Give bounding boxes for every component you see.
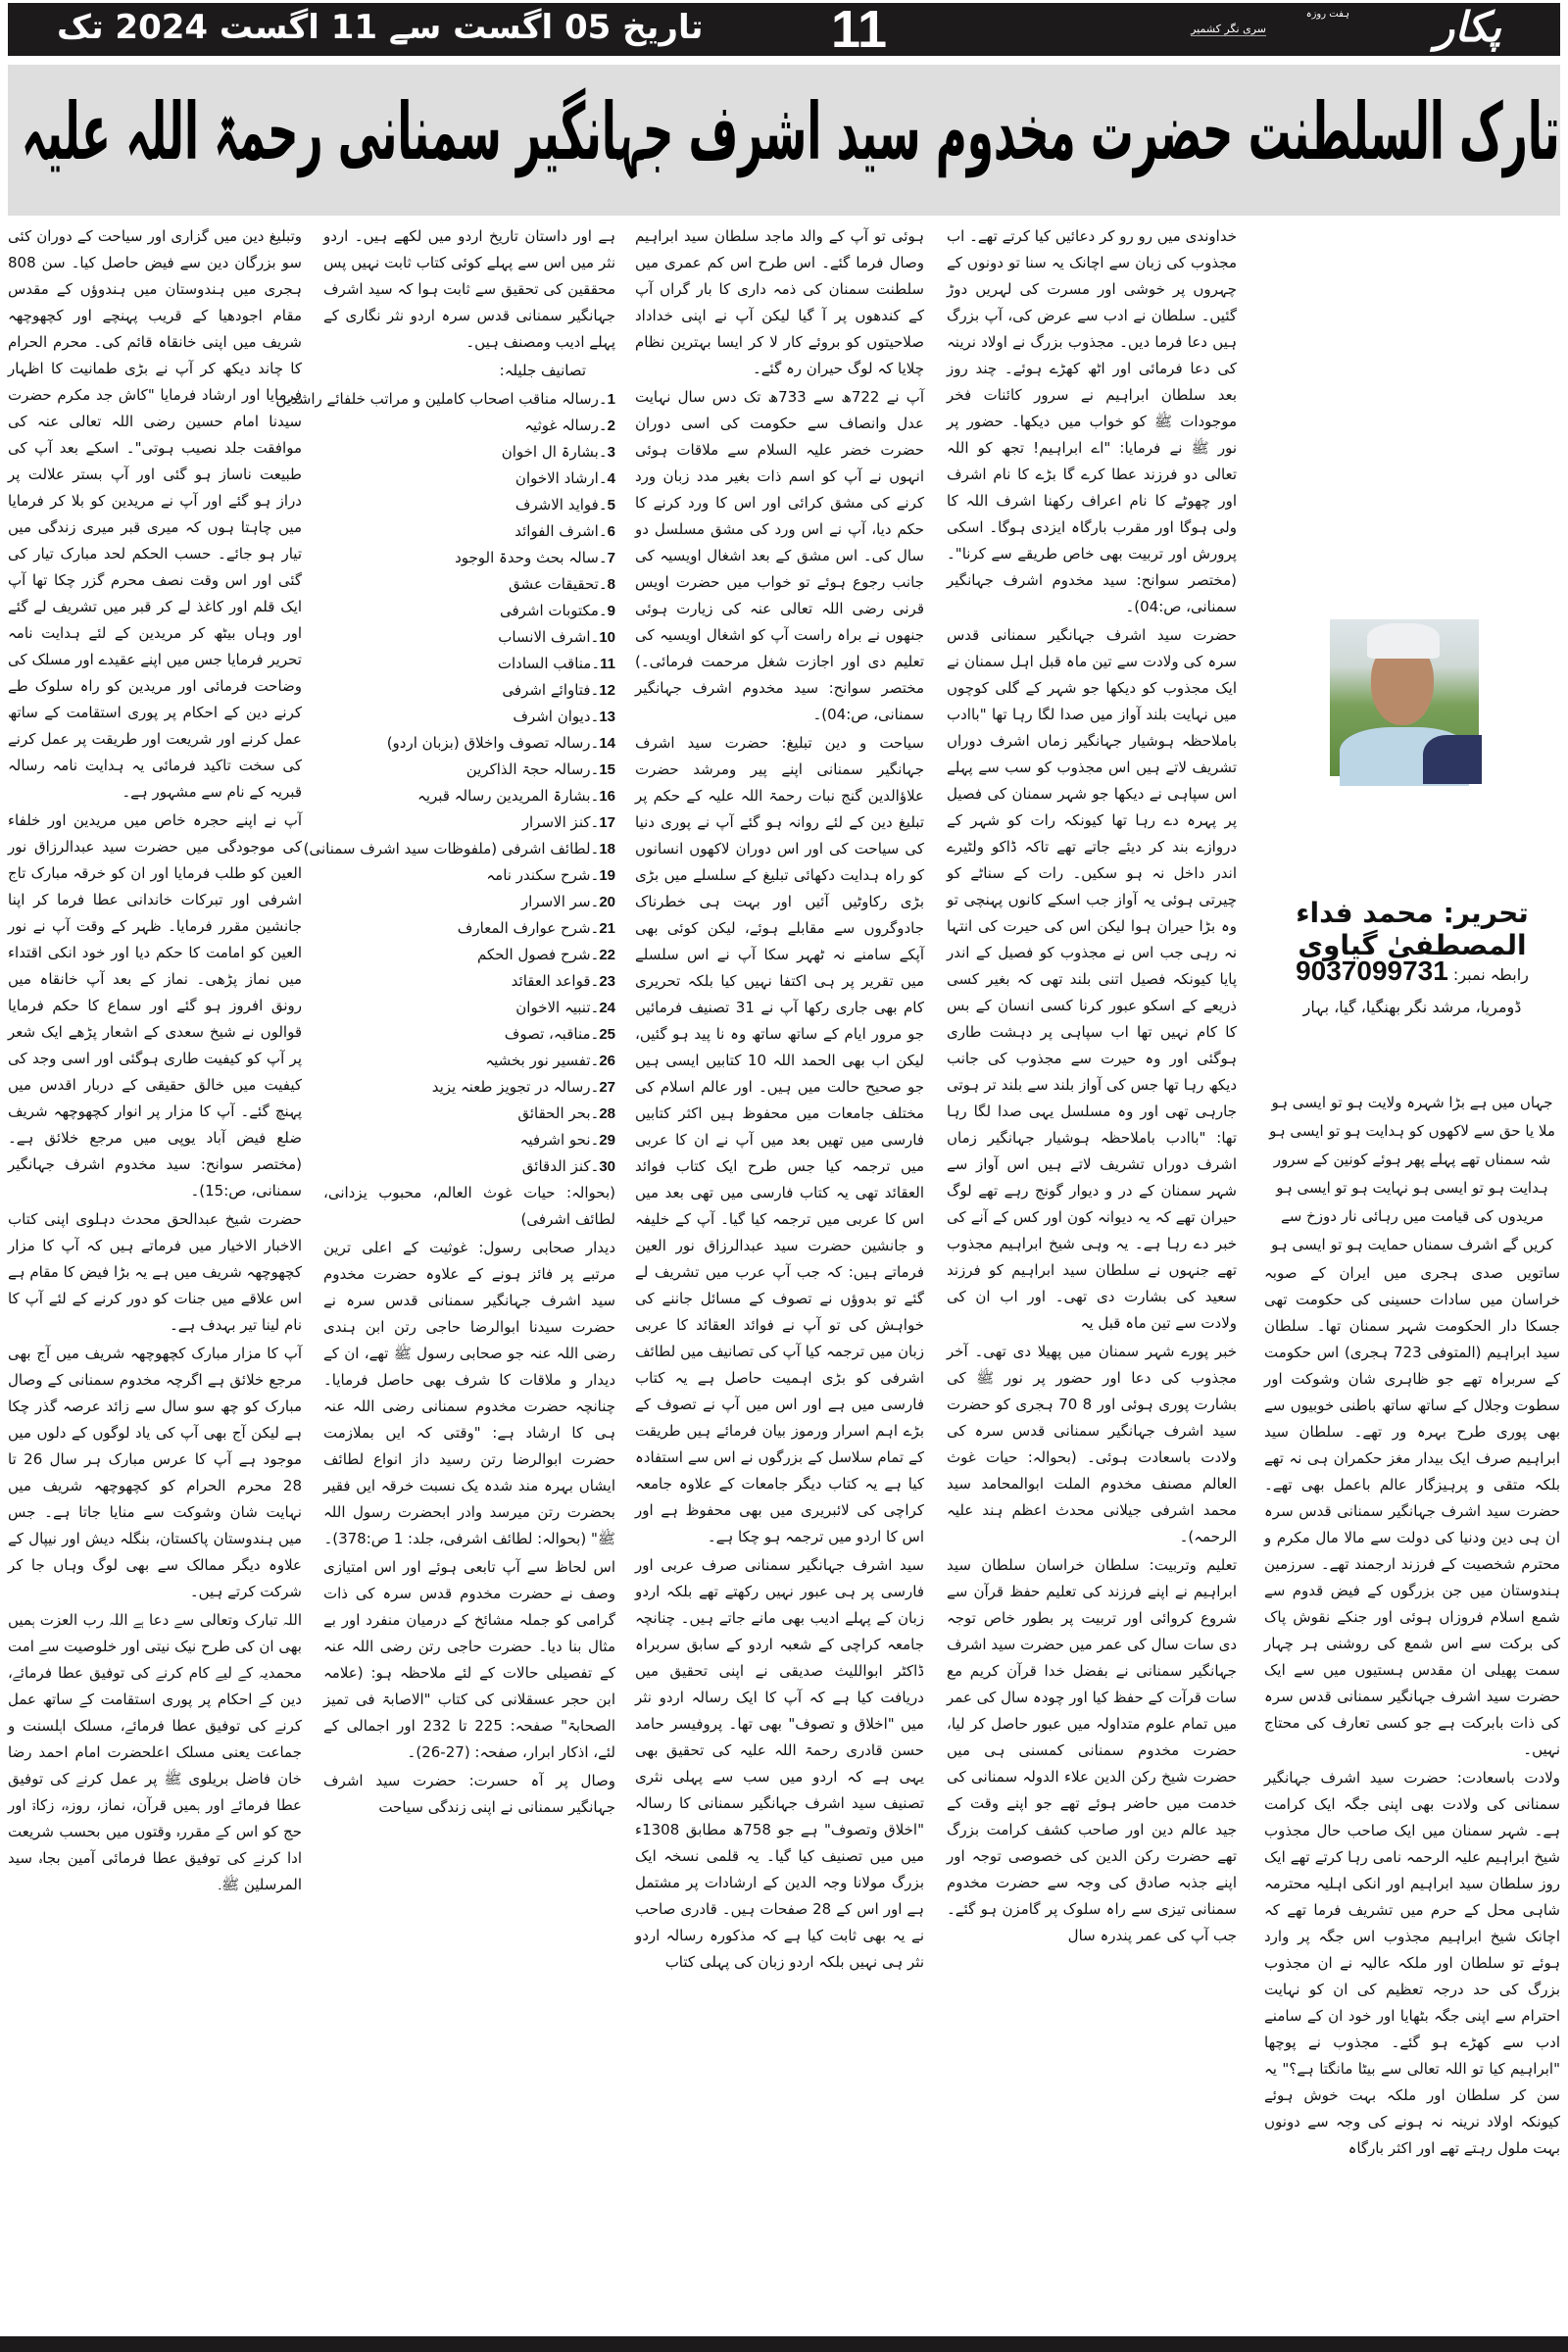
works-list-item: 15۔رسالہ حجۃ الذاکرین (466, 760, 615, 778)
works-item-number: 3 (607, 444, 615, 461)
works-item-title: تنبیہ الاخوان (515, 999, 591, 1016)
article-column-4 (275, 223, 616, 2326)
works-list-item: 28۔بحر الحقائق (517, 1104, 615, 1122)
works-item-number: 18 (599, 841, 615, 858)
paragraph: آپ نے 722ھ سے 733ھ تک دس سال نہایت عدل وانصاف سے حکومت کی اسی دوران حضرت خضر علیہ السلام سے ملاقات ہوئی انہوں نے آپ کو اسم ذات بغیر مدد زبان ورد کرنے کی مشق کرائی اور اس کا ورد کرنے کا حکم دیا، آپ نے اس ورد کی مشق مسلسل دو سال کی۔ اس مشق کے بعد اشغال اویسیہ کی جانب رجوع ہوئے تو خواب میں حضرت اویس قرنی رضی اللہ تعالی عنہ کی زیارت ہوئی جنھوں نے براہ راست آپ کو اشغال اویسیہ کی تعلیم دی اور اجازت شغل مرحمت فرمائی۔) مختصر سوانح: سید مخدوم اشرف جہانگیر سمنانی، ص:04)۔ (635, 388, 924, 723)
works-list-item: 13۔دیوان اشرف (513, 708, 615, 725)
author-contact (1264, 956, 1560, 987)
works-item-title: تحقیقات عشق (508, 575, 599, 593)
paragraph: اس لحاظ سے آپ تابعی ہوئے اور اس امتیازی وصف نے حضرت مخدوم قدس سرہ کی ذات گرامی کو جملہ مشائخ کے درمیان منفرد اور بے مثال بنا دیا۔ حضرت حاجی رتن رضی اللہ عنہ کے تفصیلی حالات کے لئے ملاحظہ ہو: (علامہ ابن حجر عسقلانی کی کتاب "الاصابۃ فی تمیز الصحابۃ" صفحہ: 225 تا 232 اور اجمالی کے لئے، اذکار ابرار، صفحہ: (27-26)۔ (323, 1558, 616, 1761)
paragraph: حضرت سید اشرف جہانگیر سمنانی قدس سرہ کی ولادت سے تین ماہ قبل اہل سمنان نے ایک مجذوب کو دیکھا جو شہر کے گلی کوچوں میں نہایت بلند آواز میں صدا لگا رہا تھا "باادب باملاحظہ ہوشیار جہانگیر زماں اشرف دوراں تشریف لاتے ہیں اس مجذوب کو سب سے پہلے اس سپاہی نے دیکھا جو شہر سمنان کی فصیل پر پہرہ دے رہا تھا کیونکہ رات کو شہر کے دروازے بند کر دیئے جاتے تھے تاکہ ڈاکو ولٹیرے اندر داخل نہ ہو سکیں۔ رات کے سناٹے کو چیرتی ہوئی یہ آواز جب اسکے کانوں پہنچی تو وہ بڑا حیران ہوا لیکن اس کی حیرت کی انتہا نہ رہی جب اس نے مجذوب کو فصیل کے اندر پایا کیونکہ فصیل اتنی بلند تھی کہ بغیر کسی ذریعے کے اسکو عبور کرنا کسی انسان کے بس کا کام نہیں تھا اب سپاہی پر دہشت طاری ہوگئی اور وہ حیرت سے مجذوب کی جانب دیکھ رہا تھا جس کی آواز بلند سے بلند تر ہوتی جارہی تھی اور وہ مسلسل یہی صدا لگا رہا تھا: "باادب باملاحظہ ہوشیار جہانگیر زماں اشرف دوراں تشریف لاتے ہیں اس آواز سے شہر سمنان کے در و دیوار گونج رہے تھے لوگ حیران تھے کہ یہ دیوانہ کون اور کس کے آنے کی خبر دے رہا ہے۔ یہ وہی شیخ ابراہیم مجذوب تھے جنہوں نے سلطان سید ابراہیم کو فرزند سعید کی بشارت دی تھی۔ اور اب ان کی ولادت سے تین ماہ قبل یہ (947, 626, 1237, 1332)
works-list-item: 25۔مناقبہ، تصوف (504, 1025, 615, 1043)
newspaper-logo: پکار (1435, 3, 1501, 51)
works-list-item: 14۔رسالہ تصوف واخلاق (بزبان اردو) (386, 734, 615, 752)
article-column-2 (947, 223, 1237, 2326)
works-list-item: 9۔مکتوبات اشرفی (499, 602, 615, 619)
headline: تارک السلطنت حضرت مخدوم سید اشرف جہانگیر سمنانی رحمۃ اللہ علیہ (22, 86, 1560, 177)
works-item-title: سر الاسرار (520, 893, 591, 910)
paragraph: تعلیم وتربیت: سلطان خراسان سلطان سید ابراہیم نے اپنے فرزند کی تعلیم حفظ قرآن سے شروع کروائی اور تربیت پر بطور خاص توجہ دی سات سال کی عمر میں حضرت سید اشرف جہانگیر سمنانی نے بفضل خدا قرآن کریم مع سات قرآت کے حفظ کیا اور چودہ سال کی عمر میں تمام علوم متداولہ میں عبور حاصل کر لیا، حضرت مخدوم سمنانی کمسنی ہی میں حضرت شیخ رکن الدین علاء الدولہ سمنانی کی خدمت میں حاضر ہوئے تھے جو اپنے وقت کے جید عالم دین اور صاحب کشف کرامت بزرگ تھے حضرت رکن الدین کی خصوصی توجہ اور اپنے جذبہ صادق کی وجہ سے حضرت مخدوم سمنانی تیزی سے راہ سلوک پر گامزن ہو گئے۔ جب آپ کی عمر پندرہ سال (947, 1556, 1237, 1944)
poem-line: جہاں میں ہے بڑا شہرہ ولایت ہو تو ایسی ہو (1271, 1094, 1553, 1111)
works-item-number: 2 (607, 417, 615, 434)
author-byline: تحریر: محمد فداء المصطفیٰ گیاوی (1296, 897, 1529, 961)
works-list-item: 8۔تحقیقات عشق (508, 575, 615, 593)
works-list-item: 2۔رسالہ غوثیہ (524, 416, 615, 434)
works-item-title: بشارۃ المریدین رسالہ قبریہ (417, 787, 591, 805)
works-item-number: 16 (599, 788, 615, 805)
poem-line: کریں گے اشرف سمناں حمایت ہو تو ایسی ہو (1271, 1236, 1553, 1253)
works-item-number: 8 (607, 576, 615, 593)
works-item-number: 13 (599, 709, 615, 725)
works-item-number: 10 (599, 629, 615, 646)
contact-label: رابطہ نمبر: (1452, 965, 1529, 984)
works-list-item: 26۔تفسیر نور بخشیہ (485, 1052, 615, 1069)
works-item-number: 22 (599, 947, 615, 963)
masthead-bar (8, 0, 1560, 59)
works-item-number: 28 (599, 1105, 615, 1122)
works-list-item: 27۔رسالہ در تجویز طعنہ یزید (431, 1078, 615, 1096)
works-item-number: 1 (607, 391, 615, 408)
works-item-number: 11 (600, 656, 615, 672)
works-list-item: 1۔رسالہ مناقب اصحاب کاملین و مراتب خلفائے راشدین (275, 390, 615, 408)
paragraph: حضرت شیخ عبدالحق محدث دہلوی اپنی کتاب الاخبار الاخیار میں فرماتے ہیں کہ آپ کا مزار کچھوچھہ شریف میں ہے یہ بڑا فیض کا مقام ہے اس علاقے میں جنات کو دور کرنے کے لئے آپ کا نام لینا تیر بہدف ہے۔ (8, 1210, 302, 1334)
works-item-number: 30 (599, 1158, 615, 1175)
works-item-title: سالہ بحث وحدۃ الوجود (455, 549, 599, 566)
works-item-title: تفسیر نور بخشیہ (485, 1052, 591, 1069)
works-item-number: 29 (599, 1132, 615, 1149)
poem-line: شہ سمناں تھے پہلے پھر ہوئے کونین کے سرور (1273, 1151, 1551, 1168)
works-item-number: 23 (599, 973, 615, 990)
paragraph: سید اشرف جہانگیر سمنانی صرف عربی اور فارسی پر ہی عبور نہیں رکھتے تھے بلکہ اردو زبان کے پہلے ادیب بھی مانے جاتے ہیں۔ چنانچہ جامعہ کراچی کے شعبہ اردو کے سابق سربراہ ڈاکٹر ابواللیث صدیقی نے اپنی تحقیق میں دریافت کیا ہے کہ آپ کا ایک رسالہ اردو نثر میں "اخلاق و تصوف" بھی تھا۔ پروفیسر حامد حسن قادری رحمۃ اللہ علیہ کی تحقیق بھی یہی ہے کہ اردو میں سب سے پہلی نثری تصنیف سید اشرف جہانگیر سمنانی کا رسالہ "اخلاق وتصوف" ہے جو 758ھ مطابق 1308ء میں میں تصنیف کیا گیا۔ یہ قلمی نسخہ ایک بزرگ مولانا وجہ الدین کے ارشادات پر مشتمل ہے اور اس کے 28 صفحات ہیں۔ قادری صاحب نے یہ بھی ثابت کیا ہے کہ مذکورہ رسالہ اردو نثر ہی نہیں بلکہ اردو زبان کی پہلی کتاب (635, 1556, 924, 1971)
paragraph: ہے اور داستان تاریخ اردو میں لکھے ہیں۔ اردو نثر میں اس سے پہلے کوئی کتاب ثابت نہیں پس محققین کی تحقیق سے ثابت ہوا کہ سید اشرف جہانگیر سمنانی قدس سرہ اردو نثر نگاری کے پہلے ادیب ومصنف ہیں۔ (323, 227, 615, 351)
works-item-title: رسالہ مناقب اصحاب کاملین و مراتب خلفائے راشدین (275, 390, 599, 408)
works-list-item: 20۔سر الاسرار (520, 893, 615, 910)
works-item-number: 20 (599, 894, 615, 910)
works-item-title: نحو اشرفیہ (519, 1131, 591, 1149)
works-list-item: 3۔بشارۃ ال اخوان (501, 443, 615, 461)
works-item-title: فواید الاشرف (514, 496, 599, 514)
works-list-item: 17۔کنز الاسرار (521, 813, 615, 831)
logo-city: سری نگر کشمیر (1191, 23, 1266, 35)
works-item-title: کنز الاسرار (521, 813, 591, 831)
paragraph: خداوندی میں رو رو کر دعائیں کیا کرتے تھے۔ اب مجذوب کی زبان سے اچانک یہ سنا تو دونوں کے چہروں پر خوشی اور مسرت کی لہریں دوڑ گئیں۔ سلطان نے ادب سے عرض کی، آپ بزرگ ہیں دعا فرما دیں۔ مجذوب بزرگ نے اولاد نرینہ کی دعا فرمائی اور اٹھ کھڑے ہوئے۔ چند روز بعد سلطان ابراہیم نے سرور کائنات فخر موجودات ﷺ کو خواب میں دیکھا۔ حضور پر نور ﷺ نے فرمایا: "اے ابراہیم! تجھ کو اللہ تعالی دو فرزند عطا کرے گا بڑے کا نام اشرف اور چھوٹے کا نام اعراف رکھنا اشرف اللہ کا ولی ہوگا اور مقرب بارگاہ ایزدی ہوگا۔ اسکی پرورش اور تربیت بھی خاص طریقے سے کرنا"۔ (مختصر سوانح: سید مخدوم اشرف جہانگیر سمنانی، ص:04)۔ (947, 227, 1237, 615)
paragraph: آپ نے اپنے حجرہ خاص میں مریدین اور خلفاء کی موجودگی میں حضرت سید عبدالرزاق نور العین کو طلب فرمایا اور ان کو خرقہ مبارک تاج اشرفی اور تبرکات خاندانی عطا فرما کر اپنا جانشین مقرر فرمایا۔ ظہر کے وقت آپ نے نور العین کو امامت کا حکم دیا اور خود انکی اقتداء میں نماز پڑھی۔ نماز کے بعد آپ خانقاہ میں رونق افروز ہو گئے اور سماع کا حکم فرمایا قوالوں نے شیخ سعدی کے اشعار پڑھے ایک شعر پر آپ کو کیفیت طاری ہوگئی اور اسی وجد کی کیفیت میں خالق حقیقی کے دربار اقدس میں پہنچ گئے۔ آپ کا مزار پر انوار کچھوچھہ شریف ضلع فیض آباد یوپی میں مرجع خلائق ہے۔ (مختصر سوانح: سید مخدوم اشرف جہانگیر سمنانی، ص:15)۔ (8, 811, 302, 1200)
works-list-item: 5۔فواید الاشرف (514, 496, 615, 514)
works-list-item: 7۔سالہ بحث وحدۃ الوجود (455, 549, 615, 566)
works-item-title: اشرف الفوائد (514, 522, 599, 540)
works-item-title: رسالہ در تجویز طعنہ یزید (431, 1078, 591, 1096)
author-address: ڈومریا، مرشد نگر بھنگیا، گیا، بہار (1302, 998, 1522, 1016)
works-item-title: فتاوائے اشرفی (502, 681, 591, 699)
works-item-title: رسالہ غوثیہ (524, 416, 599, 434)
works-item-number: 9 (607, 603, 615, 619)
article-column-3 (635, 223, 924, 2326)
paragraph: ساتویں صدی ہجری میں ایران کے صوبہ خراسان میں سادات حسینی کی حکومت تھی جسکا دار الحکومت شہر سمنان تھا۔ سلطان سید ابراہیم (المتوفی 723 ہجری) اس حکومت کے سربراہ تھے جو ظاہری شان وشوکت اور سطوت وجلال کے ساتھ ساتھ باطنی خوبیوں سے بھی پوری طرح بہرہ ور تھے۔ سلطان سید ابراہیم صرف ایک بیدار مغز حکمران ہی نہ تھے بلکہ متقی و پرہیزگار عالم باعمل بھی تھے۔ حضرت سید اشرف جہانگیر سمنانی قدس سرہ ان ہی دین ودنیا کی دولت سے مالا مال مکرم و محترم شخصیت کے فرزند ارجمند تھے۔ سرزمین ہندوستان میں جن بزرگوں کے فیض قدوم سے شمع اسلام فروزاں ہوئی اور جنکے نقوش پاک کی برکت سے اس شمع کی روشنی ہر چہار سمت پھیلی ان مقدس ہستیوں میں سے ایک حضرت سید اشرف جہانگیر سمنانی قدس سرہ کی ذات بابرکت ہے جو کسی تعارف کی محتاج نہیں۔ (1264, 1264, 1560, 1758)
works-list-item: 22۔شرح فصول الحکم (476, 946, 615, 963)
works-list-item: 10۔اشرف الانساب (498, 628, 615, 646)
paragraph: سیاحت و دین تبلیغ: حضرت سید اشرف جہانگیر سمنانی اپنے پیر ومرشد حضرت علاؤالدین گنج نبات رحمۃ اللہ علیہ کے حکم پر تبلیغ دین کے لئے روانہ ہو گئے آپ نے پوری دنیا کی سیاحت کی اور اس دوران لاکھوں انسانوں کو راہ ہدایت دکھائی تبلیغ کے سلسلے میں بڑی بڑی رکاوٹیں آئیں اور بہت ہی خطرناک جادوگروں سے مقابلے ہوئے، لیکن کوئی بھی آپکے سامنے نہ ٹھہر سکا آپ نے اس سلسلے میں تقریر پر ہی اکتفا نہیں کیا بلکہ تحریری کام بھی جاری رکھا آپ نے 31 تصنیف فرمائیں جو مرور ایام کے ساتھ ساتھ وہ نا پید ہو گئیں، لیکن اب بھی الحمد اللہ 10 کتابیں ایسی ہیں جو صحیح حالت میں ہیں۔ اور عالم اسلام کی مختلف جامعات میں محفوظ ہیں اکثر کتابیں فارسی میں تھیں بعد میں آپ نے ان کا عربی میں ترجمہ کیا جس طرح ایک کتاب فوائد العقائد تھی یہ کتاب فارسی میں تھی بعد میں اس کا عربی میں ترجمہ کیا گیا۔ آپ کے خلیفہ و جانشین حضرت سید عبدالرزاق نور العین فرماتے ہیں: کہ جب آپ عرب میں تشریف لے گئے تو بدوؤں نے تصوف کے مسائل جاننے کی خواہش کی تو آپ نے فوائد العقائد کا عربی زبان میں ترجمہ کیا آپ کی تصانیف میں لطائف اشرفی کو بڑی اہمیت حاصل ہے یہ کتاب فارسی میں ہے اور اس میں آپ نے تصوف کے بڑے اہم اسرار ورموز بیان فرمائے ہیں طریقت کے تمام سلاسل کے بزرگوں نے اس سے استفادہ کیا ہے یہ کتاب دیگر جامعات کے علاوہ جامعہ کراچی کی لائبریری میں بھی محفوظ ہے اور اس کا اردو میں ترجمہ ہو چکا ہے۔ (635, 734, 924, 1545)
contact-number: 9037099731 (1296, 956, 1448, 986)
poem-line: ہدایت ہو تو ایسی ہو نہایت ہو تو ایسی ہو (1276, 1179, 1548, 1197)
works-item-number: 7 (607, 550, 615, 566)
works-item-title: اشرف الانساب (498, 628, 591, 646)
works-item-number: 6 (607, 523, 615, 540)
works-item-title: کنز الدقائق (521, 1157, 591, 1175)
issue-date: تاریخ 05 اگست سے 11 اگست 2024 تک (57, 8, 704, 47)
page-number: 11 (831, 0, 888, 59)
works-item-number: 12 (599, 682, 615, 699)
author-photo (1330, 619, 1479, 776)
works-item-title: لطائف اشرفی (ملفوظات سید اشرف سمنانی) (303, 840, 591, 858)
works-list-item: 21۔شرح عوارف المعارف (457, 919, 615, 937)
paragraph: وتبلیغ دین میں گزاری اور سیاحت کے دوران کئی سو بزرگان دین سے فیض حاصل کیا۔ سن 808 ہجری میں ہندوستان میں ہندوؤں کے مقدس مقام اجودھیا کے قریب پہنچے اور کچھوچھہ شریف میں اپنی خانقاہ قائم کی۔ محرم الحرام کا چاند دیکھ کر آپ نے بڑی طمانیت کا اظہار فرمایا اور ارشاد فرمایا "کاش جد مکرم حضرت سیدنا امام حسین رضی اللہ تعالی عنہ کی موافقت جلد نصیب ہوتی"۔ اسکے بعد آپ کی طبیعت ناساز ہو گئی اور آپ بستر علالت پر دراز ہو گئے اور آپ نے مریدین کو بلا کر فرمایا میں چاہتا ہوں کہ میری قبر میری زندگی میں تیار ہو جائے۔ حسب الحکم لحد مبارک تیار کی گئی اور اس وقت نصف محرم گزر چکا تھا آپ ایک قلم اور کاغذ لے کر قبر میں تشریف لے گئے اور وہاں بیٹھ کر مریدین کے لئے ہدایت نامہ تحریر فرمایا جس میں اپنے عقیدے اور مسلک کی وضاحت فرمائی اور مریدین کو راہ سلوک طے کرنے دین کے احکام پر پوری استقامت کے ساتھ عمل کرنے اور شریعت اور طریقت پر عمل کرنے کی سخت تاکید فرمائی یہ ہدایت نامہ رسالہ قبریہ کے نام سے مشہور ہے۔ (8, 227, 302, 801)
works-item-number: 4 (607, 470, 615, 487)
works-list-item: 6۔اشرف الفوائد (514, 522, 615, 540)
works-item-title: ارشاد الاخوان (514, 469, 599, 487)
works-heading: تصانیف جلیلہ: (499, 362, 586, 379)
article-column-5 (8, 223, 302, 2326)
works-list-item: 23۔قواعد العقائد (511, 972, 615, 990)
footer-bar (0, 2336, 1568, 2352)
works-item-title: مکتوبات اشرفی (499, 602, 599, 619)
works-item-number: 5 (607, 497, 615, 514)
works-item-title: شرح فصول الحکم (476, 946, 591, 963)
works-item-title: مناقب السادات (497, 655, 592, 672)
works-item-number: 21 (599, 920, 615, 937)
paragraph: اللہ تبارک وتعالی سے دعا ہے اللہ رب العزت ہمیں بھی ان کی طرح نیک نیتی اور خلوصیت سے امت محمدیہ کے لیے کام کرنے کی توفیق عطا فرمائے، دین کے احکام پر پوری استقامت کے ساتھ عمل کرنے کی توفیق عطا فرمائے، مسلک اہلسنت و جماعت یعنی مسلک اعلحضرت امام احمد رضا خان فاضل بریلوی ﷺ پر عمل کرنے کی توفیق عطا فرمائے اور ہمیں قرآن، نماز، روزہ، زکاۃ اور حج کو اس کے مقررہ وقتوں میں بحسب شریعت ادا کرنے کی توفیق عطا فرمائی آمین بجاہ سید المرسلین ﷺ۔ (8, 1611, 302, 1893)
works-list-item: 4۔ارشاد الاخوان (514, 469, 615, 487)
works-item-title: رسالہ حجۃ الذاکرین (466, 760, 591, 778)
works-item-number: 17 (599, 814, 615, 831)
works-item-title: رسالہ تصوف واخلاق (بزبان اردو) (386, 734, 591, 752)
works-item-number: 26 (599, 1053, 615, 1069)
works-item-number: 19 (599, 867, 615, 884)
works-item-number: 25 (599, 1026, 615, 1043)
paragraph: ہوئی تو آپ کے والد ماجد سلطان سید ابراہیم وصال فرما گئے۔ اس طرح اس کم عمری میں سلطنت سمنان کی ذمہ داری کا بار گراں آپ کے کندھوں پر آ گیا لیکن آپ نے اپنی خداداد صلاحیتوں کو بروئے کار لا کر ایسا بہترین نظام چلایا کہ لوگ حیران رہ گئے۔ (635, 227, 924, 377)
works-list-item: 18۔لطائف اشرفی (ملفوظات سید اشرف سمنانی) (303, 840, 615, 858)
works-item-number: 15 (599, 761, 615, 778)
works-item-title: قواعد العقائد (511, 972, 591, 990)
works-list-item: 30۔کنز الدقائق (521, 1157, 615, 1175)
paragraph: آپ کا مزار مبارک کچھوچھہ شریف میں آج بھی مرجع خلائق ہے اگرچہ مخدوم سمنانی کے وصال مبارک کو چھ سو سال سے زائد عرصہ گذر چکا ہے لیکن آج بھی آپ کی یاد لوگوں کے دلوں میں موجود ہے آپ کا عرس مبارک ہر سال 26 تا 28 محرم الحرام کو کچھوچھہ شریف میں نہایت شان وشوکت سے منایا جاتا ہے۔ جس میں ہندوستان پاکستان، بنگلہ دیش اور نیپال کے علاوہ دیگر ممالک سے بھی لوگ وہاں جا کر شرکت کرتے ہیں۔ (8, 1345, 302, 1600)
poem-line: ملا یا حق سے لاکھوں کو ہدایت ہو تو ایسی ہو (1269, 1122, 1555, 1140)
works-list (275, 386, 615, 1180)
works-item-title: شرح سکندر نامہ (486, 866, 591, 884)
works-item-number: 27 (599, 1079, 615, 1096)
works-item-title: بشارۃ ال اخوان (501, 443, 599, 461)
works-item-title: دیوان اشرف (513, 708, 591, 725)
works-item-number: 14 (599, 735, 615, 752)
paragraph: خبر پورے شہر سمنان میں پھیلا دی تھی۔ آخر مجذوب کی دعا اور حضور پر نور ﷺ کی بشارت پوری ہوئی اور 8 70 ہجری کو حضرت سید اشرف جہانگیر سمنانی قدس سرہ کی ولادت باسعادت ہوئی۔ (بحوالہ: حیات غوث العالم مصنف مخدوم الملت ابوالمحامد سید محمد اشرفی جیلانی محدث اعظم ہند علیہ الرحمہ)۔ (947, 1343, 1237, 1545)
headline-band (8, 65, 1560, 216)
works-list-item: 19۔شرح سکندر نامہ (486, 866, 615, 884)
paragraph: وصال پر آہ حسرت: حضرت سید اشرف جہانگیر سمنانی نے اپنی زندگی سیاحت (323, 1772, 615, 1816)
article-column-1 (1264, 1090, 1560, 2327)
works-list-item: 11۔مناقب السادات (497, 655, 615, 672)
paragraph: ولادت باسعادت: حضرت سید اشرف جہانگیر سمنانی کی ولادت بھی اپنی جگہ ایک کرامت ہے۔ شہر سمنان میں ایک صاحب حال مجذوب شیخ ابراہیم علیہ الرحمہ نامی رہا کرتے تھے ایک روز سلطان سید ابراہیم اور انکی اہلیہ محترمہ شاہی محل کے حرم میں تشریف فرما تھے کہ اچانک شیخ ابراہیم مجذوب اس جگہ پر وارد ہوئے تو سلطان اور ملکہ عالیہ نے ان مجذوب بزرگ کی حد درجہ تعظیم کی ان کو نہایت احترام سے اپنی جگہ بٹھایا اور خود ان کے سامنے ادب سے کھڑے ہو گئے۔ مجذوب نے پوچھا "ابراہیم کیا تو اللہ تعالی سے بیٹا مانگتا ہے؟" یہ سن کر سلطان اور ملکہ بہت خوش ہوئے کیونکہ اولاد نرینہ نہ ہونے کی وجہ سے دونوں بہت ملول رہتے تھے اور اکثر بارگاہ (1264, 1769, 1560, 2157)
logo-subtitle: ہفت روزہ (1305, 9, 1349, 20)
works-list-item: 16۔بشارۃ المریدین رسالہ قبریہ (417, 787, 615, 805)
paragraph: دیدار صحابی رسول: غوثیت کے اعلی ترین مرتبے پر فائز ہونے کے علاوہ حضرت مخدوم سید اشرف جہانگیر سمنانی قدس سرہ نے حضرت سیدنا ابوالرضا حاجی رتن ابن ہندی رضی اللہ عنہ جو صحابی رسول ﷺ تھے، ان کے دیدار و ملاقات کا شرف بھی حاصل فرمایا۔ چنانچہ حضرت مخدوم سمنانی رضی اللہ عنہ ہی کا ارشاد ہے: "وقتی کہ ایں بملازمت حضرت ابوالرضا رتن رسید داز انواع لطائف ایشاں بہرہ مند شدہ یک نسبت خرقہ ایں فقیر بحضرت رتن میرسد وادر ابحضرت رسول اللہ ﷺ" (بحوالہ: لطائف اشرفی، جلد: 1 ص:378)۔ (323, 1239, 615, 1547)
works-list-item: 24۔تنبیہ الاخوان (515, 999, 615, 1016)
works-list-item: 12۔فتاوائے اشرفی (502, 681, 615, 699)
paragraph: (بحوالہ: حیات غوث العالم، محبوب یزدانی، لطائف اشرفی) (323, 1184, 615, 1228)
works-list-item: 29۔نحو اشرفیہ (519, 1131, 615, 1149)
works-item-title: بحر الحقائق (517, 1104, 591, 1122)
works-item-number: 24 (599, 1000, 615, 1016)
poem-line: مریدوں کی قیامت میں رہائی نار دوزخ سے (1280, 1207, 1544, 1225)
works-item-title: مناقبہ، تصوف (504, 1025, 591, 1043)
works-item-title: شرح عوارف المعارف (457, 919, 591, 937)
